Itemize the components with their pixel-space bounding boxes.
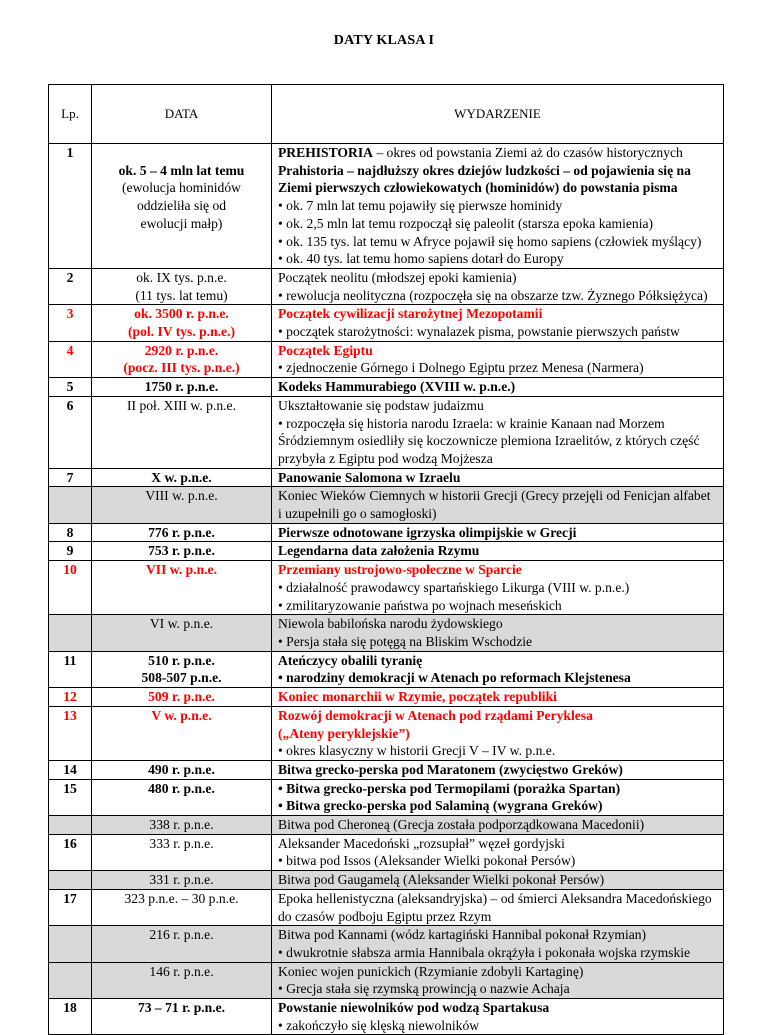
event-line: • ok. 7 mln lat temu pojawiły się pierwsze hominidy	[278, 198, 563, 214]
date-line: 333 r. p.n.e.	[149, 835, 214, 851]
row-number	[49, 889, 92, 925]
table-row	[49, 962, 724, 998]
row-number-text: 5	[66, 379, 74, 395]
date-line: 216 r. p.n.e.	[149, 927, 214, 943]
date-line: 509 r. p.n.e.	[148, 689, 215, 705]
event-line: Bitwa pod Cheroneą (Grecja została podporządkowana Macedonii)	[278, 817, 645, 833]
event-cell	[272, 871, 724, 890]
row-number	[49, 651, 92, 687]
event-line: • dwukrotnie słabsza armia Hannibala okrążyła i pokonała wojska rzymskie	[278, 944, 691, 960]
row-number-text: 18	[63, 1000, 77, 1016]
date-cell	[92, 561, 272, 615]
event-cell	[272, 468, 724, 487]
table-row	[49, 396, 724, 468]
event-cell	[272, 760, 724, 779]
date-cell	[92, 706, 272, 760]
event-line: Śródziemnym osiedliły się koczownicze plemiona Izraelitów, z których część	[278, 433, 700, 449]
row-number	[49, 396, 92, 468]
event-line: PREHISTORIA – okres od powstania Ziemi aż do czasów historycznych	[278, 145, 683, 160]
date-cell	[92, 779, 272, 815]
row-number	[49, 816, 92, 835]
date-line	[96, 144, 267, 162]
row-number	[49, 542, 92, 561]
date-line: 508-507 p.n.e.	[141, 670, 222, 686]
row-number-text: 9	[66, 543, 74, 559]
event-line: Powstanie niewolników pod wodzą Spartakusa	[278, 1000, 550, 1016]
event-line: • Persja stała się potęgą na Bliskim Wschodzie	[278, 633, 533, 649]
event-line: Kodeks Hammurabiego (XVIII w. p.n.e.)	[278, 379, 516, 395]
table-row	[49, 760, 724, 779]
date-line: X w. p.n.e.	[151, 469, 212, 485]
event-line: • działalność prawodawcy spartańskiego Likurga (VIII w. p.n.e.)	[278, 579, 630, 595]
event-line: Koniec wojen punickich (Rzymianie zdobyli Kartaginę)	[278, 963, 584, 979]
event-line: Niewola babilońska narodu żydowskiego	[278, 616, 503, 632]
event-line: • zakończyło się klęską niewolników	[278, 1017, 480, 1033]
event-line: • zmilitaryzowanie państwa po wojnach meseńskich	[278, 597, 562, 613]
event-line: Legendarna data założenia Rzymu	[278, 543, 480, 559]
row-number	[49, 378, 92, 397]
event-cell	[272, 999, 724, 1035]
table-row	[49, 378, 724, 397]
date-line: ok. IX tys. p.n.e.	[136, 269, 227, 285]
event-cell	[272, 926, 724, 962]
table-row	[49, 144, 724, 269]
table-row	[49, 926, 724, 962]
table-row	[49, 487, 724, 523]
row-number	[49, 487, 92, 523]
date-cell	[92, 144, 272, 269]
date-line: 146 r. p.n.e.	[149, 963, 214, 979]
event-cell	[272, 779, 724, 815]
row-number-text: 11	[63, 652, 77, 668]
date-line: 338 r. p.n.e.	[149, 817, 214, 833]
date-line: 776 r. p.n.e.	[148, 524, 215, 540]
row-number	[49, 305, 92, 341]
row-number	[49, 926, 92, 962]
header-lp: Lp.	[49, 85, 92, 144]
row-number-text: 15	[63, 780, 77, 796]
event-line: • bitwa pod Issos (Aleksander Wielki pokonał Persów)	[278, 853, 576, 869]
event-line: • ok. 2,5 mln lat temu rozpoczął się paleolit (starsza epoka kamienia)	[278, 215, 654, 231]
event-cell	[272, 615, 724, 651]
row-number	[49, 468, 92, 487]
date-cell	[92, 834, 272, 870]
event-cell	[272, 487, 724, 523]
event-line: • początek starożytności: wynalazek pisma, powstanie pierwszych państw	[278, 324, 680, 340]
event-line: Bitwa grecko-perska pod Maratonem (zwycięstwo Greków)	[278, 761, 623, 777]
row-number	[49, 688, 92, 707]
event-line: Aleksander Macedoński „rozsupłał” węzeł gordyjski	[278, 835, 565, 851]
event-line: • Bitwa grecko-perska pod Termopilami (porażka Spartan)	[278, 780, 621, 796]
date-cell	[92, 268, 272, 304]
table-row	[49, 268, 724, 304]
row-number-text: 14	[63, 761, 77, 777]
date-line: 73 – 71 r. p.n.e.	[137, 1000, 226, 1016]
date-line: 490 r. p.n.e.	[148, 761, 215, 777]
event-line: • Grecja stała się rzymską prowincją o nazwie Achaja	[278, 981, 570, 997]
date-line: (ewolucja hominidów	[122, 180, 241, 196]
event-line: Początek cywilizacji starożytnej Mezopotamii	[278, 306, 543, 322]
table-row	[49, 341, 724, 377]
event-cell	[272, 561, 724, 615]
date-line: ok. 5 – 4 mln lat temu	[118, 162, 245, 178]
row-number	[49, 144, 92, 269]
date-line: V w. p.n.e.	[151, 707, 212, 723]
date-cell	[92, 871, 272, 890]
date-line: (pocz. III tys. p.n.e.)	[123, 360, 240, 376]
date-line: 753 r. p.n.e.	[148, 543, 215, 559]
event-line: • okres klasyczny w historii Grecji V – IV w. p.n.e.	[278, 743, 556, 759]
event-line: Pierwsze odnotowane igrzyska olimpijskie w Grecji	[278, 524, 577, 540]
date-line: 323 p.n.e. – 30 p.n.e.	[124, 890, 239, 906]
table-header	[49, 85, 724, 144]
row-number	[49, 871, 92, 890]
header-date: DATA	[92, 85, 272, 144]
table-row	[49, 523, 724, 542]
event-cell	[272, 396, 724, 468]
date-cell	[92, 523, 272, 542]
date-cell	[92, 962, 272, 998]
event-line: do czasów podboju Egiptu przez Rzym	[278, 908, 492, 924]
event-line: • narodziny demokracji w Atenach po reformach Klejstenesa	[278, 670, 631, 686]
row-number-text: 12	[63, 689, 77, 705]
event-line: Początek neolitu (młodszej epoki kamienia)	[278, 269, 517, 285]
table-row	[49, 871, 724, 890]
event-line: przybyła z Egiptu pod wodzą Mojżesza	[278, 450, 493, 466]
event-line: Panowanie Salomona w Izraelu	[278, 469, 461, 485]
row-number	[49, 834, 92, 870]
date-cell	[92, 341, 272, 377]
table-row	[49, 542, 724, 561]
row-number	[49, 962, 92, 998]
event-line: • zjednoczenie Górnego i Dolnego Egiptu przez Menesa (Narmera)	[278, 360, 644, 376]
date-line: 510 r. p.n.e.	[148, 652, 215, 668]
row-number	[49, 779, 92, 815]
table-row	[49, 999, 724, 1035]
row-number	[49, 523, 92, 542]
table-row	[49, 688, 724, 707]
row-number-text: 3	[66, 306, 74, 322]
date-line: VI w. p.n.e.	[149, 616, 214, 632]
event-line: Koniec Wieków Ciemnych w historii Grecji (Grecy przejęli od Fenicjan alfabet	[278, 488, 711, 504]
date-line: ok. 3500 r. p.n.e.	[134, 306, 229, 322]
table-row	[49, 779, 724, 815]
event-line: („Ateny peryklejskie”)	[278, 725, 410, 741]
event-cell	[272, 706, 724, 760]
date-cell	[92, 926, 272, 962]
event-line: Bitwa pod Kannami (wódz kartagiński Hannibal pokonał Rzymian)	[278, 927, 647, 943]
date-cell	[92, 688, 272, 707]
event-line: Przemiany ustrojowo-społeczne w Sparcie	[278, 562, 522, 578]
row-number	[49, 268, 92, 304]
date-cell	[92, 816, 272, 835]
dates-table	[48, 84, 724, 1035]
row-number-text: 4	[66, 342, 74, 358]
date-cell	[92, 651, 272, 687]
event-cell	[272, 688, 724, 707]
date-line: ewolucji małp)	[140, 215, 223, 231]
event-line: • ok. 40 tys. lat temu homo sapiens dotarł do Europy	[278, 251, 564, 267]
table-row	[49, 561, 724, 615]
row-number-text: 2	[66, 269, 74, 285]
page-title: DATY KLASA I	[333, 33, 435, 48]
date-cell	[92, 542, 272, 561]
date-line: 1750 r. p.n.e.	[144, 379, 219, 395]
table-row	[49, 305, 724, 341]
event-cell	[272, 305, 724, 341]
event-line: Koniec monarchii w Rzymie, początek republiki	[278, 689, 557, 705]
event-line: Prahistoria – najdłuższy okres dziejów ludzkości – od pojawienia się na	[278, 162, 691, 178]
date-cell	[92, 615, 272, 651]
event-cell	[272, 144, 724, 269]
event-line: • rozpoczęła się historia narodu Izraela: w krainie Kanaan nad Morzem	[278, 415, 665, 431]
event-line: Początek Egiptu	[278, 342, 373, 358]
date-line: VIII w. p.n.e.	[145, 488, 218, 504]
event-lead: PREHISTORIA	[278, 145, 373, 160]
event-cell	[272, 523, 724, 542]
date-cell	[92, 305, 272, 341]
event-cell	[272, 378, 724, 397]
date-cell	[92, 760, 272, 779]
date-line: VII w. p.n.e.	[145, 562, 217, 578]
event-cell	[272, 962, 724, 998]
event-cell	[272, 542, 724, 561]
date-line: 2920 r. p.n.e.	[144, 342, 219, 358]
event-line: Ukształtowanie się podstaw judaizmu	[278, 397, 484, 413]
row-number	[49, 561, 92, 615]
row-number	[49, 760, 92, 779]
row-number	[49, 615, 92, 651]
event-line: Ziemi pierwszych człowiekowatych (hominidów) do powstania pisma	[278, 180, 678, 196]
event-line: • rewolucja neolityczna (rozpoczęła się na obszarze tzw. Żyznego Półksiężyca)	[278, 287, 708, 303]
date-cell	[92, 999, 272, 1035]
date-cell	[92, 378, 272, 397]
table-row	[49, 834, 724, 870]
event-line: • Bitwa grecko-perska pod Salaminą (wygrana Greków)	[278, 798, 603, 814]
event-cell	[272, 834, 724, 870]
event-cell	[272, 816, 724, 835]
header-event: WYDARZENIE	[272, 85, 724, 144]
date-line: (pol. IV tys. p.n.e.)	[127, 324, 235, 340]
date-cell	[92, 396, 272, 468]
row-number-text: 17	[63, 890, 77, 906]
table-row	[49, 706, 724, 760]
event-line: Epoka hellenistyczna (aleksandryjska) – od śmierci Aleksandra Macedońskiego	[278, 890, 712, 906]
row-number-text: 8	[66, 524, 74, 540]
date-line: (11 tys. lat temu)	[135, 287, 228, 303]
event-line: i uzupełnili go o samogłoski)	[278, 506, 437, 522]
date-line: 331 r. p.n.e.	[149, 872, 214, 888]
event-line: Bitwa pod Gaugamelą (Aleksander Wielki pokonał Persów)	[278, 872, 605, 888]
table-row	[49, 651, 724, 687]
row-number	[49, 999, 92, 1035]
table-row	[49, 615, 724, 651]
row-number-text: 6	[66, 397, 74, 413]
event-line: • ok. 135 tys. lat temu w Afryce pojawił się homo sapiens (człowiek myślący)	[278, 233, 702, 249]
row-number-text: 7	[66, 469, 74, 485]
date-cell	[92, 889, 272, 925]
table-row	[49, 468, 724, 487]
date-cell	[92, 487, 272, 523]
date-cell	[92, 468, 272, 487]
table-row	[49, 816, 724, 835]
date-line: 480 r. p.n.e.	[148, 780, 215, 796]
event-line: Ateńczycy obalili tyranię	[278, 652, 423, 668]
row-number	[49, 706, 92, 760]
date-line: oddzieliła się od	[136, 198, 227, 214]
row-number	[49, 341, 92, 377]
event-cell	[272, 341, 724, 377]
event-line: Rozwój demokracji w Atenach pod rządami Peryklesa	[278, 707, 593, 723]
row-number-text: 10	[63, 562, 77, 578]
event-cell	[272, 651, 724, 687]
row-number-text: 16	[63, 835, 77, 851]
event-cell	[272, 889, 724, 925]
row-number-text: 13	[63, 707, 77, 723]
date-line: II poł. XIII w. p.n.e.	[127, 397, 236, 413]
table-row	[49, 889, 724, 925]
row-number-text: 1	[66, 145, 74, 160]
event-cell	[272, 268, 724, 304]
